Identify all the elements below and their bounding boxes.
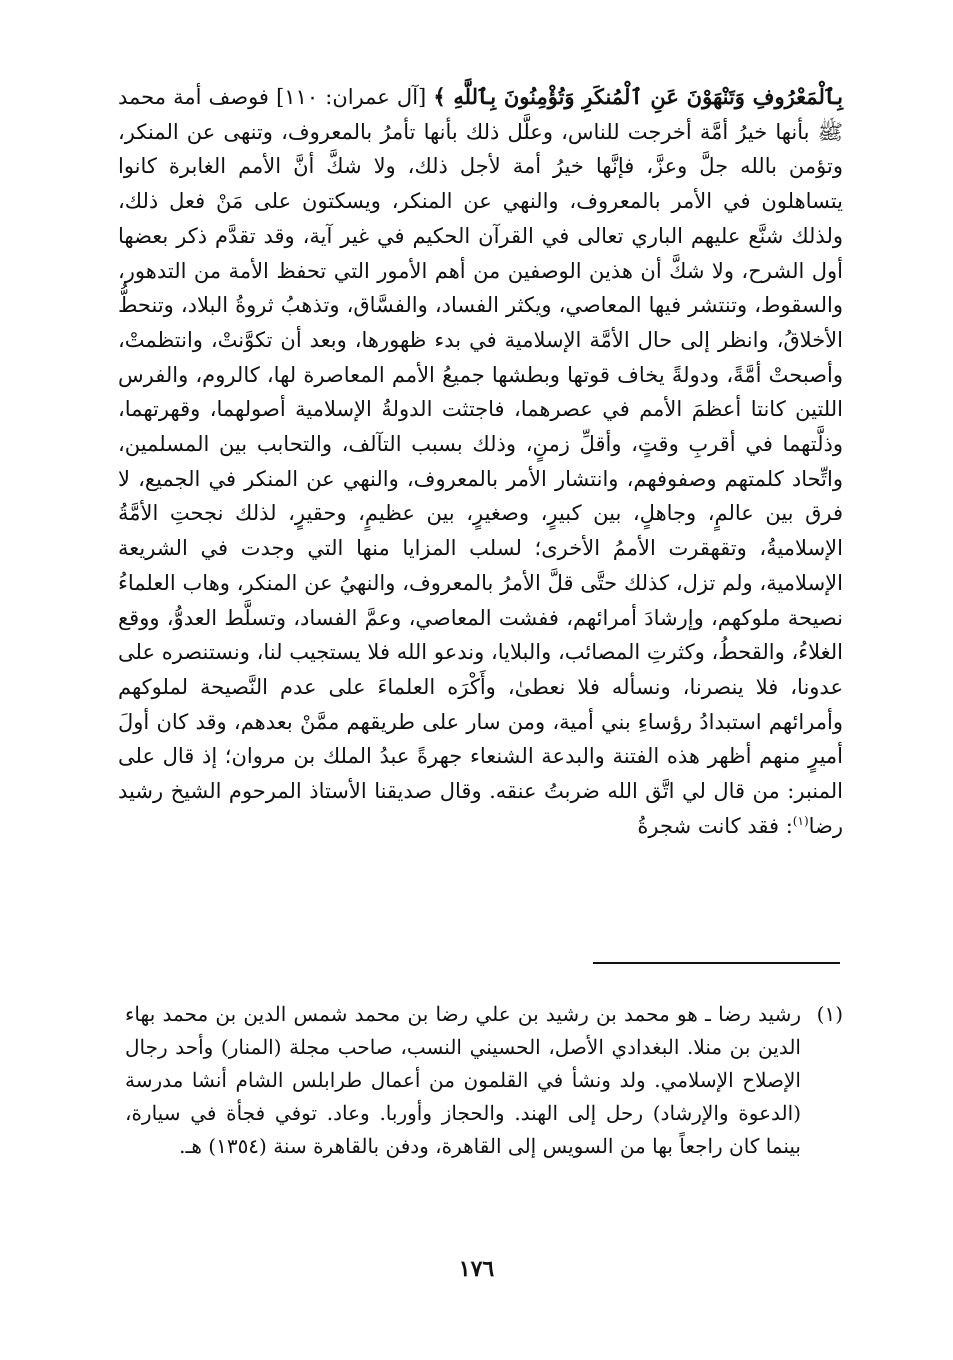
footnote-number: (١) (816, 1002, 843, 1026)
main-text-block (118, 80, 843, 843)
body-text-end: : فقد كانت شجرةُ (637, 813, 793, 838)
verse-reference: [آل عمران: ١١٠] (276, 85, 427, 109)
footnote-text: رشيد رضا ـ هو محمد بن رشيد بن علي رضا بن محمد شمس الدين بن محمد بهاء الدين بن منلا. البغدادي الأصل، الحسيني النسب، صاحب مجلة (المنار) وأحد رجال الإصلاح الإسلامي. ولد ونشأ في القلمون من أعمال طرابلس الشام أنشا مدرسة (الدعوة والإرشاد) رحل إلى الهند. والحجاز وأوربا. وعاد. توفي فجأة في سيارة، بينما كان راجعاً بها من السويس إلى القاهرة، ودفن بالقاهرة سنة (١٣٥٤) هـ. (125, 1002, 801, 1158)
body-text: فوصف أمة محمد ﷺ بأنها خيرُ أمَّة أخرجت للناس، وعلَّل ذلك بأنها تأمرُ بالمعروف، وتنهى عن المنكر، وتؤمن بالله جلَّ وعزَّ، فإنَّها خيرُ أمة لأجل ذلك، ولا شكَّ أنَّ الأمم الغابرة كانوا يتساهلون في الأمر بالمعروف، والنهي عن المنكر، ويسكتون على مَنْ فعل ذلك، ولذلك شنَّع عليهم الباري تعالى في القرآن الحكيم في غير آية، وقد تقدَّم ذكر بعضها أول الشرح، ولا شكَّ أن هذين الوصفين من أهم الأمور التي تحفظ الأمة من التدهور، والسقوط، وتنتشر فيها المعاصي، ويكثر الفساد، والفسَّاق، وتذهبُ ثروةُ البلاد، وتنحطُّ الأخلاقُ، وانظر إلى حال الأمَّة الإسلامية في بدء ظهورها، وبعد أن تكوَّنتْ، وانتظمتْ، وأصبحتْ أمَّةً، ودولةً يخاف قوتها وبطشها جميعُ الأمم المعاصرة لها، كالروم، والفرس اللتين كانتا أعظمَ الأمم في عصرهما، فاجتثت الدولةُ الإسلامية أصولهما، وقهرتهما، وذلَّتهما في أقربِ وقتٍ، وأقلِّ زمنٍ، وذلك بسبب التآلف، والتحابب بين المسلمين، واتِّحاد كلمتهم وصفوفهم، وانتشار الأمر بالمعروف، والنهي عن المنكر في الجميع، لا فرق بين عالمٍ، وجاهلٍ، بين كبيرٍ، وصغيرٍ، بين عظيمٍ، وحقيرٍ، لذلك نجحتِ الأمَّةُ الإسلاميةُ، وتقهقرت الأممُ الأخرى؛ لسلب المزايا منها التي وجدت في الشريعة الإسلامية، ولم تزل، كذلك حتَّى قلَّ الأمرُ بالمعروف، والنهيُ عن المنكر، وهاب العلماءُ نصيحة ملوكهم، وإرشادَ أمرائهم، ففشت المعاصي، وعمَّ الفساد، وتسلَّط العدوُّ، ووقع الغلاءُ، والقحطُ، وكثرتِ المصائب، والبلايا، وندعو الله فلا يستجيب لنا، ونستنصره على عدونا، فلا ينصرنا، ونسأله فلا نعطىٰ، وأَكْرَه العلماءَ على عدم النَّصيحة لملوكهم وأمرائهم استبدادُ رؤساءِ بني أمية، ومن سار على طريقهم ممَّنْ بعدهم، وقد كان أولَ أميرٍ منهم أظهر هذه الفتنة والبدعة الشنعاء جهرةً عبدُ الملك بن مروان؛ إذ قال على المنبر: من قال لي اتَّق الله ضربتُ عنقه. وقال صديقنا الأستاذ المرحوم الشيخ رشيد رضا (118, 85, 843, 838)
page-number: ١٧٦ (458, 1256, 495, 1282)
footnote-reference: (١) (792, 813, 809, 828)
footnote-divider (593, 962, 840, 964)
footnote (125, 998, 843, 1163)
quran-verse: بِٱلْمَعْرُوفِ وَتَنْهَوْنَ عَنِ ٱلْمُنكَرِ وَتُؤْمِنُونَ بِٱللَّهِ ﴾ (433, 84, 843, 109)
